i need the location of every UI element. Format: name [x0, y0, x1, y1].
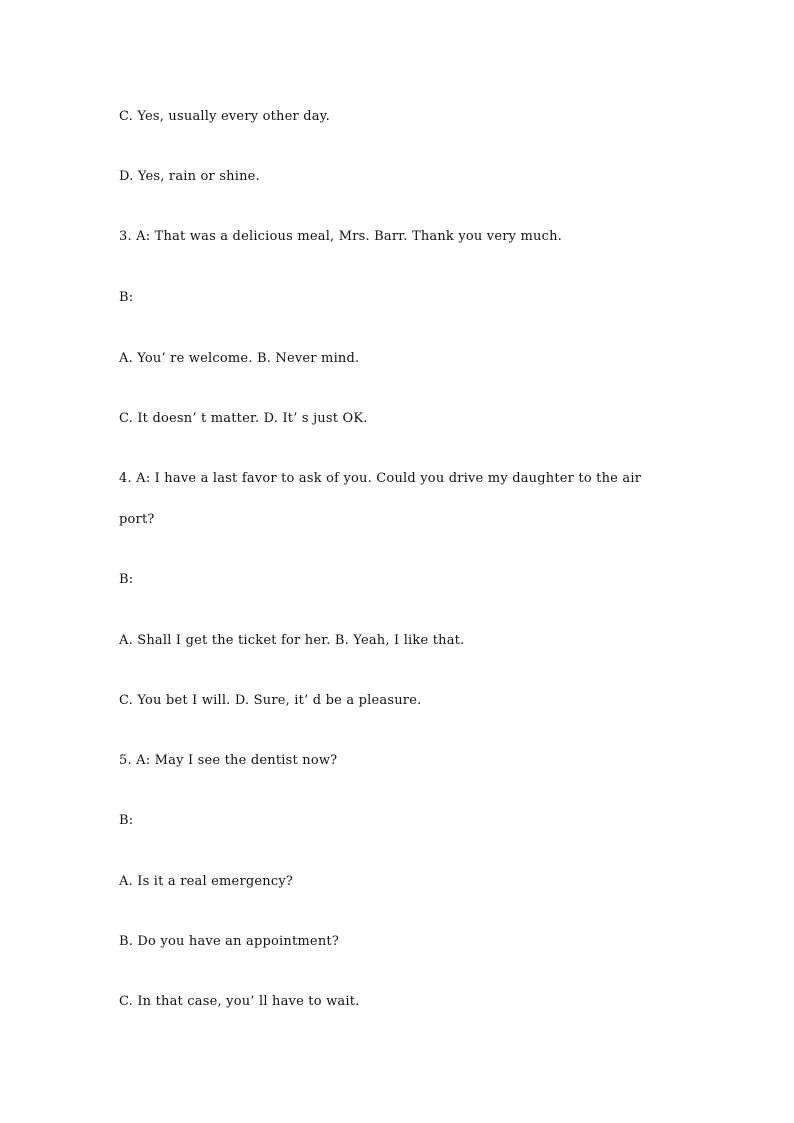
question-5-option-c: C. In that case, you’ ll have to wait. — [119, 994, 360, 1009]
question-3-prompt: 3. A: That was a delicious meal, Mrs. Barr. Thank you very much. — [119, 229, 563, 244]
question-5-option-a: A. Is it a real emergency? — [119, 874, 294, 889]
question-3-response: B: — [119, 290, 134, 305]
question-5-option-b: B. Do you have an appointment? — [119, 934, 339, 949]
question-5-response: B: — [119, 813, 134, 828]
option-c-q2: C. Yes, usually every other day. — [119, 109, 330, 124]
question-3-options-cd: C. It doesn’ t matter. D. It’ s just OK. — [119, 411, 368, 426]
question-4-options-cd: C. You bet I will. D. Sure, it’ d be a pleasure. — [119, 693, 422, 708]
option-d-q2: D. Yes, rain or shine. — [119, 169, 260, 184]
question-4-options-ab: A. Shall I get the ticket for her. B. Yeah, I like that. — [119, 633, 465, 648]
question-5-prompt: 5. A: May I see the dentist now? — [119, 753, 338, 768]
question-4-prompt-cont: port? — [119, 512, 155, 527]
question-4-response: B: — [119, 572, 134, 587]
question-4-prompt: 4. A: I have a last favor to ask of you. Could you drive my daughter to the air — [119, 471, 642, 486]
question-3-options-ab: A. You’ re welcome. B. Never mind. — [119, 351, 360, 366]
